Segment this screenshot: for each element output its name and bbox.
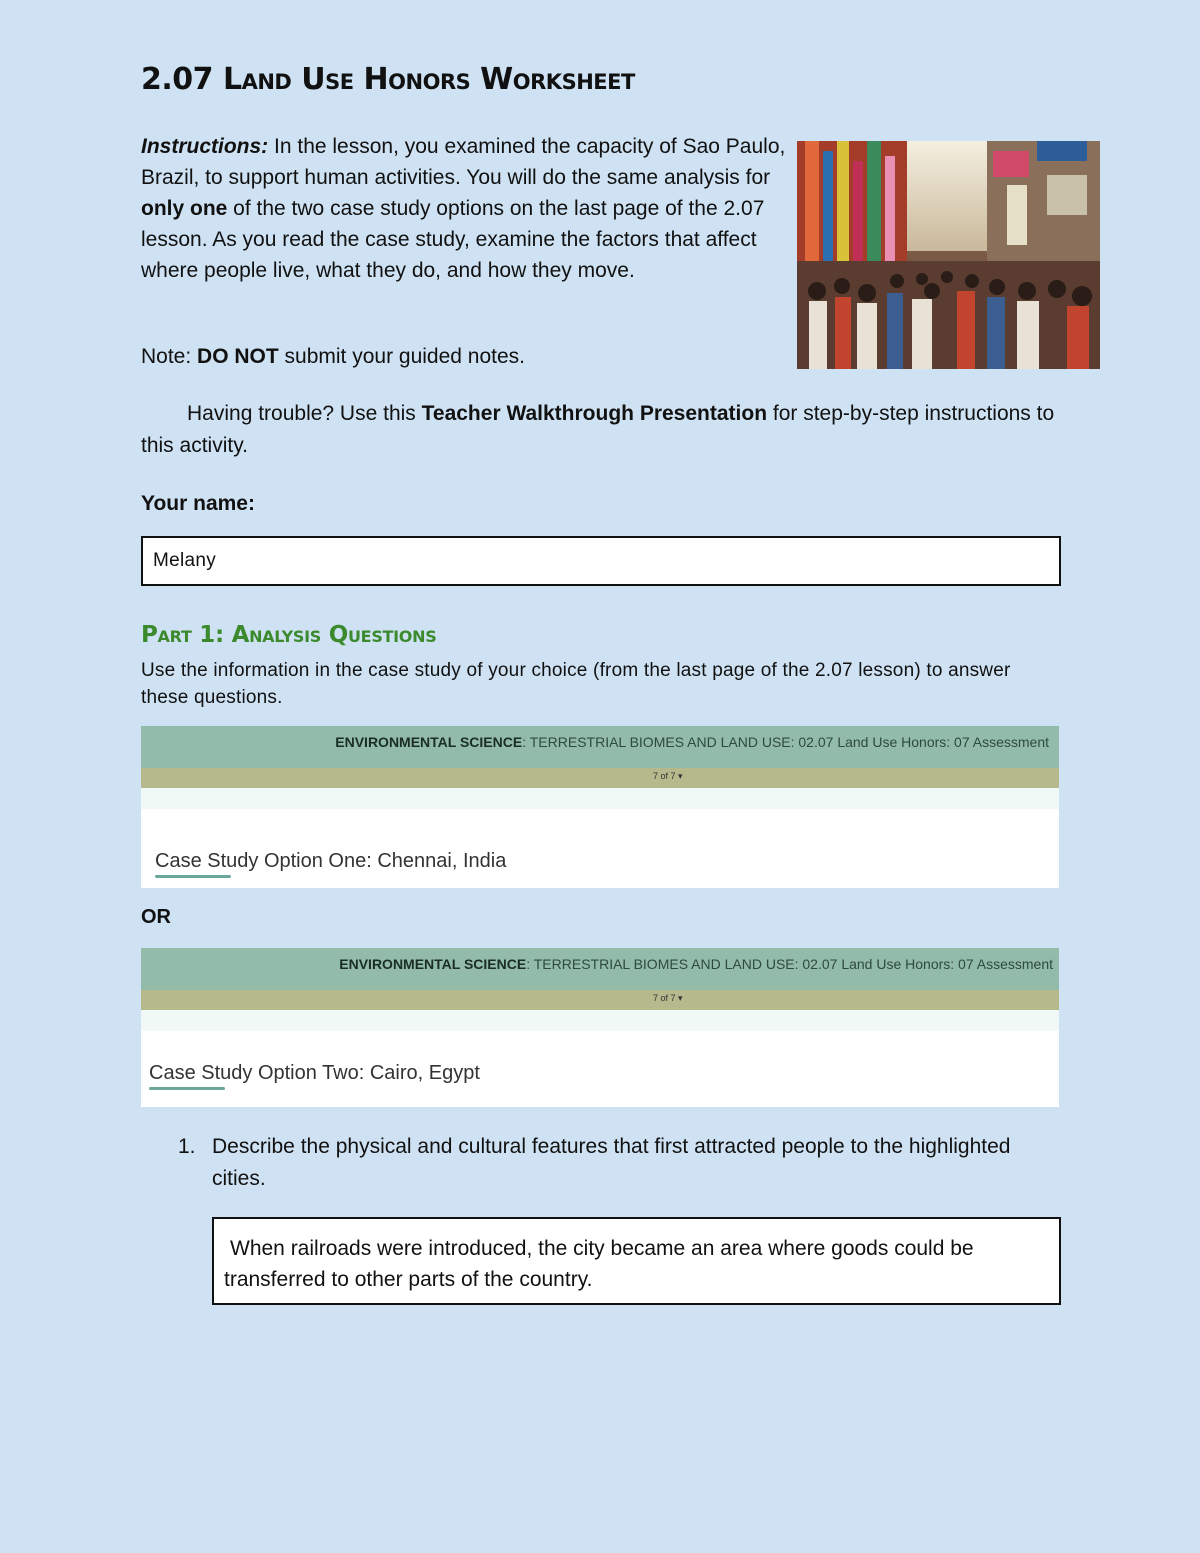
course-title-bar: [141, 948, 1059, 990]
instructions-text-2: of the two case study options on the last page of the 2.07 lesson. As you read the case study, examine the factors that affect where people live, what they do, and how they move.: [141, 197, 765, 282]
page-indicator: 7 of 7 ▾: [653, 771, 683, 781]
question-1-answer-field[interactable]: [212, 1217, 1061, 1305]
course-title-bar: [141, 726, 1059, 768]
course-title: ENVIRONMENTAL SCIENCE: TERRESTRIAL BIOMES AND LAND USE: 02.07 Land Use Honors: 07 Assessment: [339, 956, 1053, 972]
or-separator: OR: [141, 906, 171, 928]
name-label: Your name:: [141, 492, 255, 515]
help-prefix: Having trouble? Use this: [187, 402, 422, 425]
case-study-one-label: Case Study Option One: Chennai, India: [155, 850, 507, 872]
question-1-answer: When railroads were introduced, the city became an area where goods could be transferred to other parts of the country.: [224, 1237, 974, 1291]
part1-description: Use the information in the case study of your choice (from the last page of the 2.07 lesson) to answer these questions.: [141, 660, 1011, 708]
question-1: [178, 1131, 1028, 1195]
course-title: ENVIRONMENTAL SCIENCE: TERRESTRIAL BIOMES AND LAND USE: 02.07 Land Use Honors: 07 Assessment: [335, 734, 1049, 750]
note-emphasis: DO NOT: [197, 345, 279, 368]
note-line: [141, 341, 525, 372]
case-study-two-underline: [149, 1087, 225, 1090]
help-suffix: for step-by-step instructions to this activity.: [141, 402, 1055, 457]
case-study-one-underline: [155, 875, 231, 878]
walkthrough-link[interactable]: Teacher Walkthrough Presentation: [421, 402, 768, 425]
page-indicator: 7 of 7 ▾: [653, 993, 683, 1003]
note-prefix: Note:: [141, 345, 198, 368]
part1-heading: Part 1: Analysis Questions: [141, 622, 437, 648]
name-field[interactable]: [141, 536, 1061, 586]
instructions-label: Instructions:: [141, 135, 269, 158]
case-study-two-label: Case Study Option Two: Cairo, Egypt: [149, 1062, 480, 1084]
instructions-text-1: In the lesson, you examined the capacity of Sao Paulo, Brazil, to support human activities. You will do the same analysis for: [141, 135, 786, 189]
instructions-emphasis: only one: [141, 197, 228, 220]
name-value: Melany: [153, 550, 217, 571]
case-study-option-two: [141, 948, 1059, 1107]
page-indicator-bar: [141, 768, 1059, 788]
worksheet-title: 2.07 Land Use Honors Worksheet: [141, 62, 635, 97]
question-1-text: Describe the physical and cultural features that first attracted people to the highlighted cities.: [212, 1135, 1011, 1190]
instructions-paragraph: [141, 131, 791, 286]
crowded-street-illustration: [797, 141, 1100, 369]
page-indicator-bar: [141, 990, 1059, 1010]
case-study-option-one: [141, 726, 1059, 888]
question-1-number: 1.: [178, 1135, 196, 1158]
note-suffix: submit your guided notes.: [278, 345, 526, 368]
help-paragraph: [141, 398, 1061, 462]
crowded-street-photo: [797, 141, 1100, 369]
